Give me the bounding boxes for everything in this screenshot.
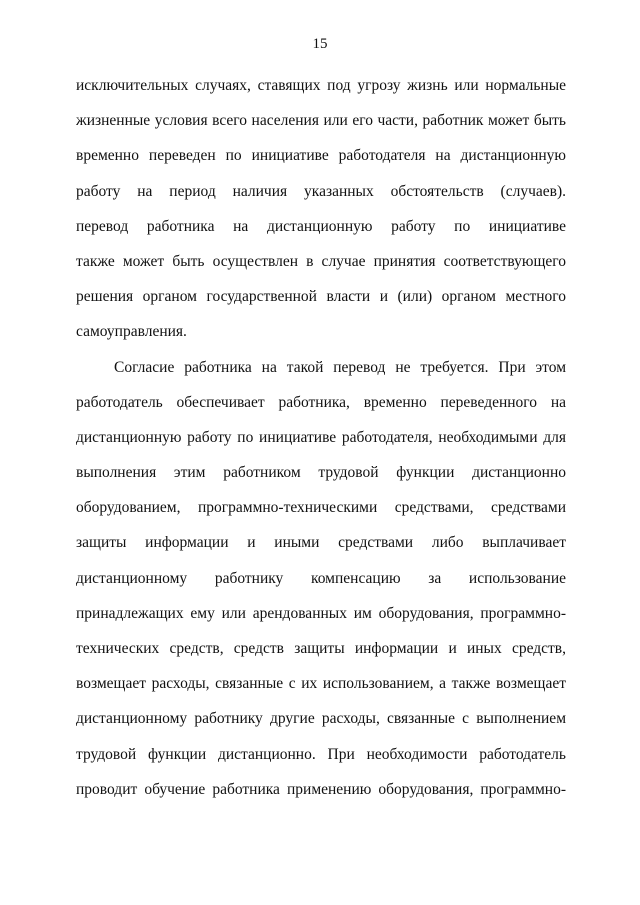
text-line: работодатель обеспечивает работника, временно переведенного на [76,393,566,411]
text-line: жизненные условия всего населения или его части, работник может быть [76,112,566,130]
text-line: исключительных случаях, ставящих под угрозу жизнь или нормальные [76,77,566,94]
text-line: проводит обучение работника применению оборудования, программно- [76,780,566,798]
text-line: самоуправления. [76,323,187,341]
text-line: трудовой функции дистанционно. При необходимости работодатель [76,745,566,763]
text-line: принадлежащих ему или арендованных им оборудования, программно- [76,604,566,622]
paragraph-2 [76,350,566,807]
text-line: работу на период наличия указанных обстоятельств (случаев). [76,182,566,200]
text-line: дистанционному работнику компенсацию за использование [76,569,566,587]
text-line: решения органом государственной власти и (или) органом местного [76,288,566,306]
text-line: дистанционную работу по инициативе работодателя, необходимыми для [76,428,566,446]
paragraph-1 [76,68,566,350]
text-line: возмещает расходы, связанные с их использованием, а также возмещает [76,675,566,693]
page-number: 15 [312,36,328,52]
document-body [76,68,566,807]
text-line: оборудованием, программно-техническими средствами, средствами [76,499,566,517]
text-line: технических средств, средств защиты информации и иных средств, [76,640,566,657]
text-line: защиты информации и иными средствами либо выплачивает [76,534,566,552]
text-line: также может быть осуществлен в случае принятия соответствующего [76,252,566,270]
text-line: Согласие работника на такой перевод не требуется. При этом [114,358,566,376]
text-line: перевод работника на дистанционную работу по инициативе [76,217,566,235]
text-line: дистанционному работнику другие расходы, связанные с выполнением [76,710,566,728]
text-line: выполнения этим работником трудовой функции дистанционно [76,464,566,482]
text-line: временно переведен по инициативе работодателя на дистанционную [76,147,566,165]
